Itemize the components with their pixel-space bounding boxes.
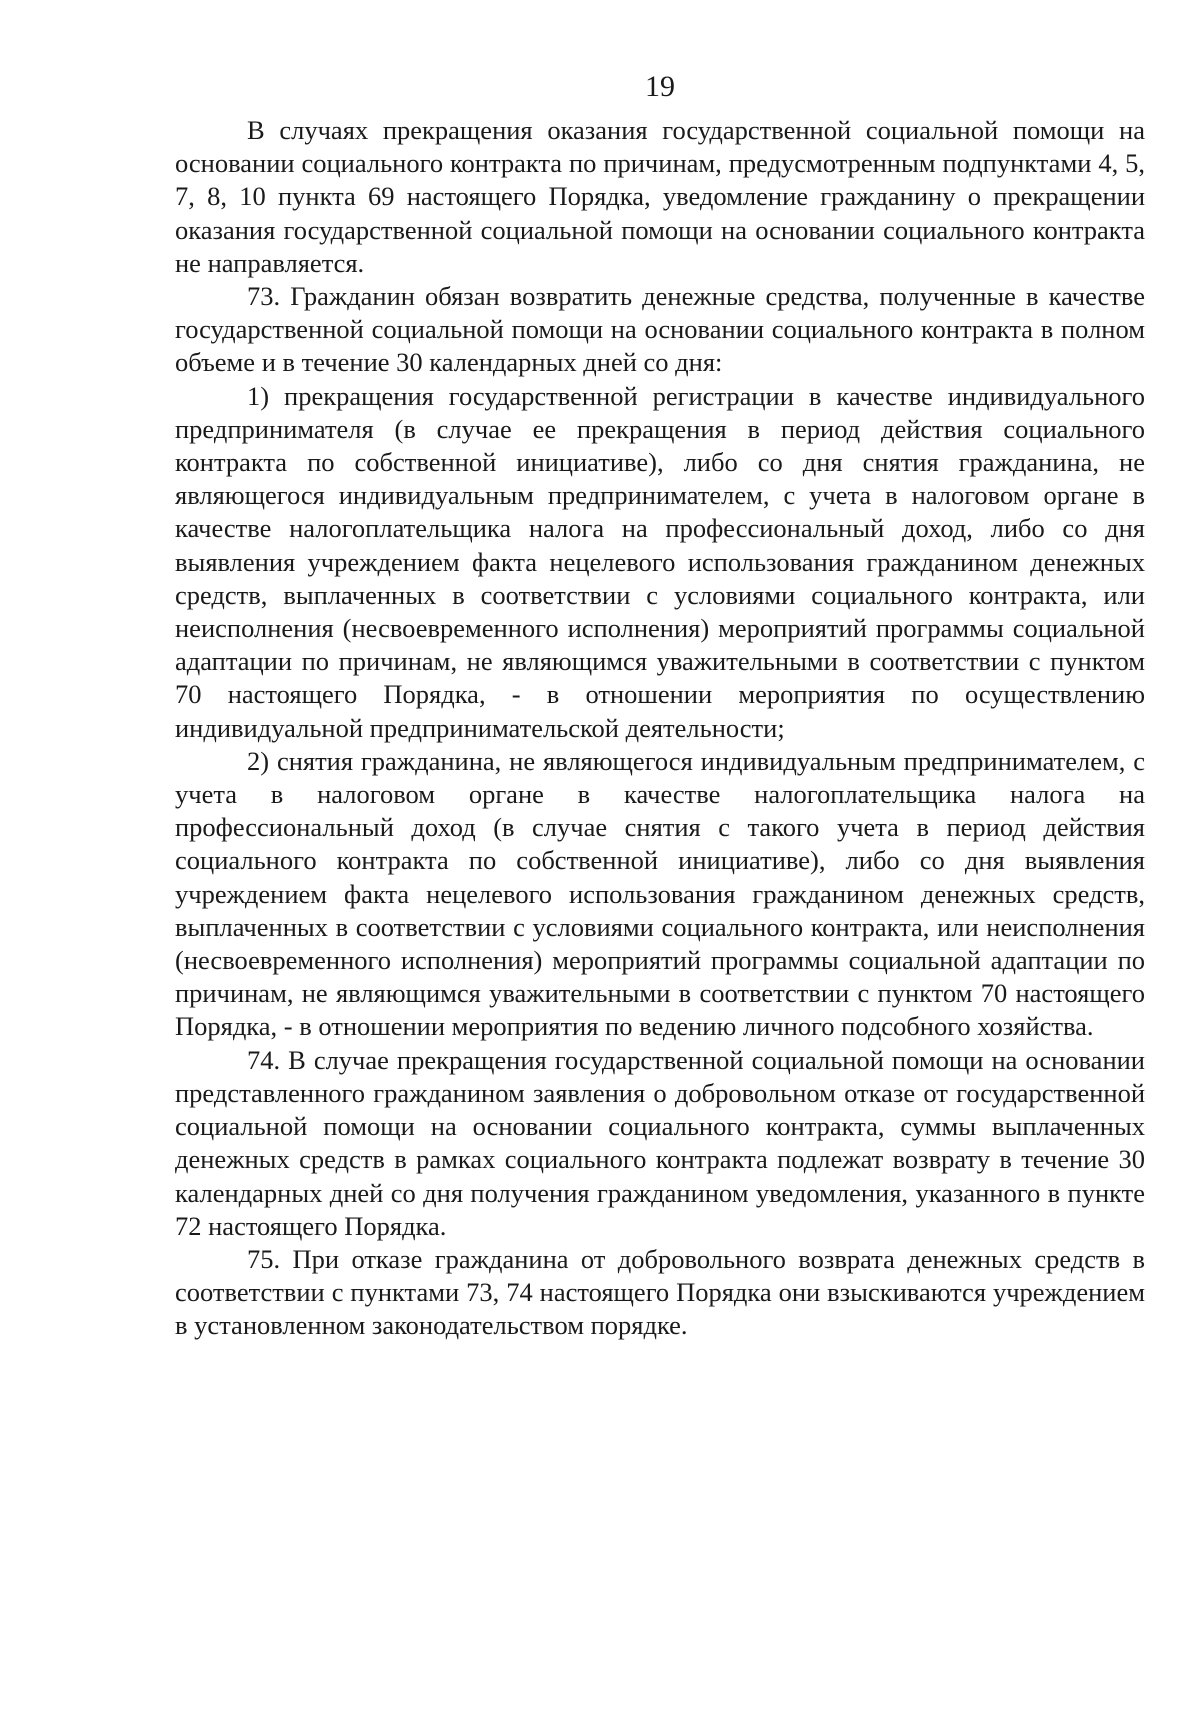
paragraph-contract-notice: В случаях прекращения оказания государственной социальной помощи на основании социального контракта по причинам, предусмотренным подпунктами 4, 5, 7, 8, 10 пункта 69 настоящего Порядка, уведомление гражданину о прекращении оказания государственной социальной помощи на основании социального контракта не направляется. [175,115,1145,278]
page-number: 19 [645,70,675,103]
paragraph-74: 74. В случае прекращения государственной социальной помощи на основании представленного гражданином заявления о добровольном отказе от государственной социальной помощи на основании социального контракта, суммы выплаченных денежных средств в рамках социального контракта подлежат возврату в течение 30 календарных дней со дня получения гражданином уведомления, указанного в пункте 72 настоящего Порядка. [175,1044,1145,1241]
paragraph-75: 75. При отказе гражданина от добровольного возврата денежных средств в соответствии с пунктами 73, 74 настоящего Порядка они взыскиваются учреждением в установленном законодательством порядке. [175,1243,1145,1341]
paragraph-73: 73. Гражданин обязан возвратить денежные средства, полученные в качестве государственной социальной помощи на основании социального контракта в полном объеме и в течение 30 календарных дней со дня: [175,281,1145,378]
paragraph-73-item-2: 2) снятия гражданина, не являющегося индивидуальным предпринимателем, с учета в налоговом органе в качестве налогоплательщика налога на профессиональный доход (в случае снятия с такого учета в период действия социального контракта по собственной инициативе), либо со дня выявления учреждением факта нецелевого использования гражданином денежных средств, выплаченных в соответствии с условиями социального контракта, или неисполнения (несвоевременного исполнения) мероприятий программы социальной адаптации по причинам, не являющимся уважительными в соответствии с пунктом 70 настоящего Порядка, - в отношении мероприятия по ведению личного подсобного хозяйства. [175,745,1145,1042]
document-body [175,114,1145,1343]
paragraph-73-item-1: 1) прекращения государственной регистрации в качестве индивидуального предпринимателя (в случае ее прекращения в период действия социального контракта по собственной инициативе), либо со дня снятия гражданина, не являющегося индивидуальным предпринимателем, с учета в налоговом органе в качестве налогоплательщика налога на профессиональный доход, либо со дня выявления учреждением факта нецелевого использования гражданином денежных средств, выплаченных в соответствии с условиями социального контракта, или неисполнения (несвоевременного исполнения) мероприятий программы социальной адаптации по причинам, не являющимся уважительными в соответствии с пунктом 70 настоящего Порядка, - в отношении мероприятия по осуществлению индивидуальной предпринимательской деятельности; [175,380,1145,743]
